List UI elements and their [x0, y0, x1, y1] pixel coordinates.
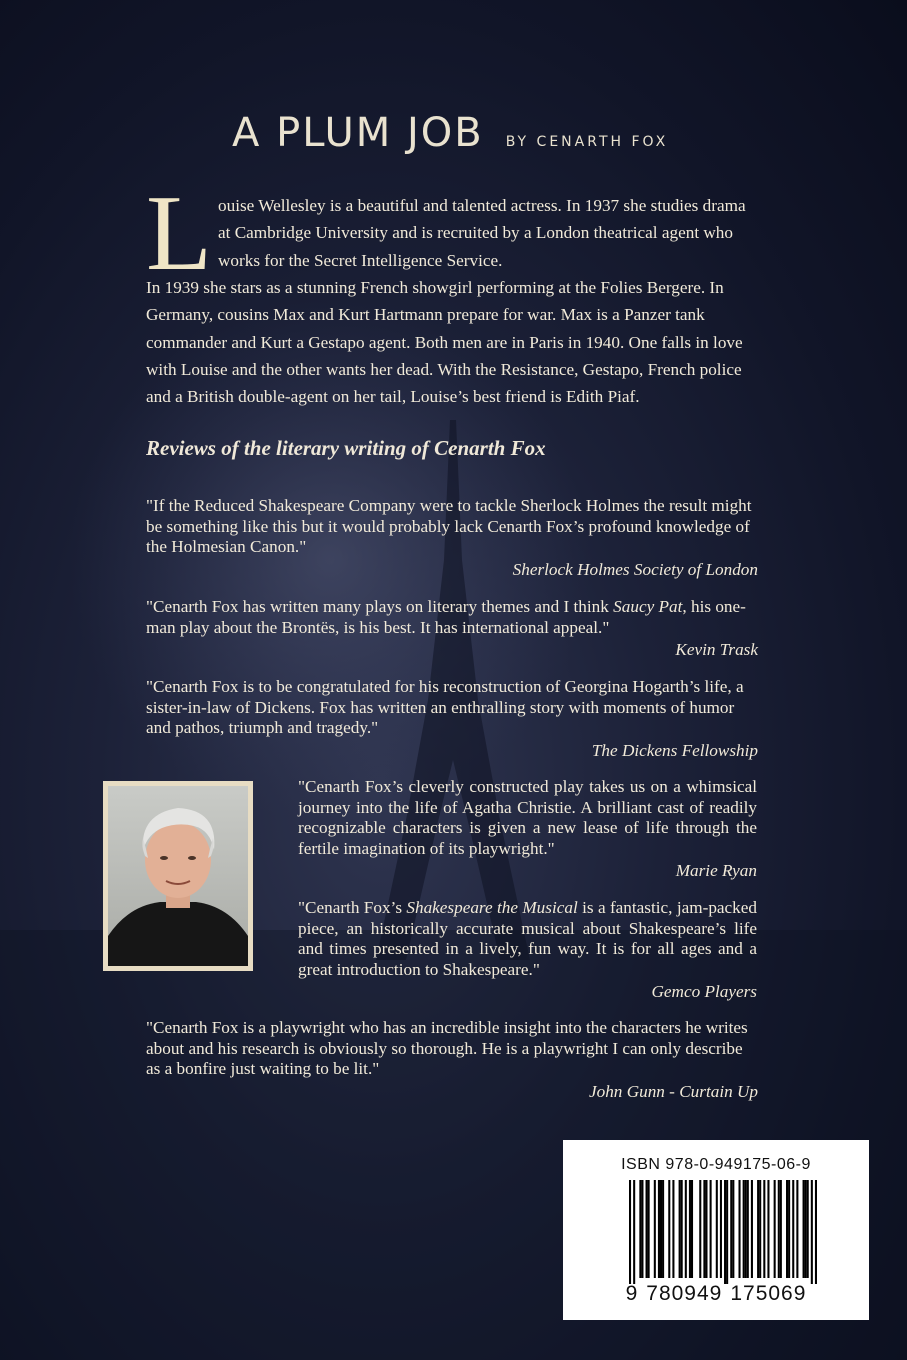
- drop-cap: L: [146, 174, 212, 293]
- barcode-bar: [763, 1180, 765, 1278]
- barcode-bar: [745, 1180, 747, 1278]
- barcode-bar: [815, 1180, 817, 1284]
- barcode-bar: [662, 1180, 664, 1278]
- barcode-bar: [757, 1180, 759, 1278]
- review-work-title: Shakespeare the Musical: [406, 898, 578, 917]
- barcode-bar: [759, 1180, 761, 1278]
- title-row: [232, 110, 668, 156]
- blurb-paragraph-1: ouise Wellesley is a beautiful and talented actress. In 1937 she studies drama at Cambridge University and is recruited by a London theatrical agent who works for the Secret Intelligence Service.: [218, 196, 746, 270]
- barcode-bar: [778, 1180, 780, 1278]
- barcode-bar: [774, 1180, 776, 1278]
- barcode-bar: [807, 1180, 809, 1278]
- review-attribution: Kevin Trask: [675, 640, 758, 659]
- barcode-bar: [629, 1180, 631, 1284]
- barcode-bar: [726, 1180, 728, 1284]
- barcode-bar: [699, 1180, 701, 1278]
- barcode-digit-group-1: 780949: [646, 1282, 723, 1305]
- barcode-bar: [738, 1180, 740, 1278]
- barcode-bar: [724, 1180, 726, 1284]
- barcode-bar: [788, 1180, 790, 1278]
- barcode-bar: [689, 1180, 691, 1278]
- barcode-bar: [792, 1180, 794, 1278]
- review-text: "Cenarth Fox’s cleverly constructed play takes us on a whimsical journey into the life of Agatha Christie. A brilliant cast of readily recognizable characters is given a new lease of life through the fertile imagination of its playwright.": [298, 777, 757, 858]
- barcode-bar: [658, 1180, 660, 1278]
- barcode-bar: [796, 1180, 798, 1278]
- review-text-after: , his one-man play about the Brontës, is his best. It has international appeal.": [146, 597, 746, 637]
- review-work-title: Saucy Pat: [613, 597, 683, 616]
- review-attribution: The Dickens Fellowship: [591, 740, 758, 760]
- barcode-bar: [732, 1180, 734, 1278]
- isbn-barcode-box: [563, 1140, 869, 1320]
- barcode-bar: [691, 1180, 693, 1278]
- barcode-bar: [747, 1180, 749, 1278]
- reviews-heading: Reviews of the literary writing of Cenarth Fox: [146, 436, 546, 460]
- barcode-digit-lead: 9: [625, 1282, 639, 1305]
- barcode-bar: [786, 1180, 788, 1278]
- barcode-bar: [639, 1180, 641, 1278]
- barcode-bar: [705, 1180, 707, 1278]
- review-text-before: "Cenarth Fox has written many plays on literary themes and I think: [146, 597, 614, 616]
- review-text: "Cenarth Fox is to be congratulated for his reconstruction of Georgina Hogarth’s life, a sister-in-law of Dickens. Fox has written an enthralling story with moments of humor and pathos, triumph and tragedy.": [146, 677, 744, 737]
- barcode-bar: [780, 1180, 782, 1278]
- barcode-bar: [710, 1180, 712, 1278]
- barcode-graphic: [629, 1180, 817, 1284]
- review-text-after: is a fantastic, jam-packed piece, an historically accurate musical about Shakespeare’s life and times presented in a lively, fun way. It is for all ages and a great introduction to Shakespeare.": [298, 898, 757, 979]
- barcode-bar: [720, 1180, 722, 1278]
- barcode-bar: [633, 1180, 635, 1284]
- barcode-bar: [703, 1180, 705, 1278]
- review-quote: [146, 1018, 758, 1102]
- review-text-before: "Cenarth Fox’s: [298, 898, 407, 917]
- barcode-bar: [672, 1180, 674, 1278]
- barcode-bar: [679, 1180, 681, 1278]
- barcode-digit-group-2: 175069: [730, 1282, 807, 1305]
- barcode-bar: [767, 1180, 769, 1278]
- blurb-paragraph-2: In 1939 she stars as a stunning French showgirl performing at the Folies Bergere. In Germany, cousins Max and Kurt Hartmann prepare for war. Max is a Panzer tank commander and Kurt a Gestapo agent. Both men are in Paris in 1940. One falls in love with Louise and the other wants her dead. With the Resistance, Gestapo, French police and a British double-agent on her tail, Louise’s best friend is Edith Piaf.: [146, 278, 743, 407]
- review-quote: [146, 496, 758, 580]
- barcode-bar: [660, 1180, 662, 1278]
- review-attribution: John Gunn - Curtain Up: [588, 1081, 758, 1101]
- isbn-label: ISBN 978-0-949175-06-9: [621, 1156, 811, 1173]
- review-text: [298, 898, 757, 980]
- barcode-bar: [681, 1180, 683, 1278]
- barcode-bar: [641, 1180, 643, 1278]
- author-byline: BY CENARTH FOX: [505, 134, 669, 150]
- barcode-bar: [811, 1180, 813, 1284]
- review-quote: [146, 677, 758, 761]
- book-blurb: [146, 174, 758, 410]
- review-attribution: Marie Ryan: [675, 861, 757, 880]
- review-quote: [298, 898, 757, 1003]
- author-photo: [108, 786, 248, 966]
- review-text: "If the Reduced Shakespeare Company were to tackle Sherlock Holmes the result might be something like this but it would probably lack Cenarth Fox’s profound knowledge of the Holmesian Canon.": [146, 496, 752, 556]
- review-quote: [298, 777, 757, 882]
- barcode-bar: [743, 1180, 745, 1278]
- review-text: [146, 597, 758, 638]
- barcode-bar: [685, 1180, 687, 1278]
- barcode-bar: [654, 1180, 656, 1278]
- barcode-bar: [751, 1180, 753, 1278]
- barcode-bar: [646, 1180, 648, 1278]
- review-text: "Cenarth Fox is a playwright who has an incredible insight into the characters he writes about and his research is obviously so thorough. He is a playwright I can only describe as a bonfire just waiting to be lit.": [146, 1018, 748, 1078]
- barcode-bar: [805, 1180, 807, 1278]
- review-quote: [146, 597, 758, 661]
- author-portrait: [103, 781, 253, 971]
- book-title: A PLUM JOB: [232, 110, 484, 156]
- review-attribution: Gemco Players: [651, 982, 757, 1001]
- barcode-bar: [716, 1180, 718, 1278]
- barcode-bar: [730, 1180, 732, 1278]
- barcode-bar: [648, 1180, 650, 1278]
- barcode-bar: [803, 1180, 805, 1278]
- barcode-bar: [668, 1180, 670, 1278]
- barcode-digits: [563, 1282, 869, 1306]
- review-attribution: Sherlock Holmes Society of London: [512, 559, 758, 579]
